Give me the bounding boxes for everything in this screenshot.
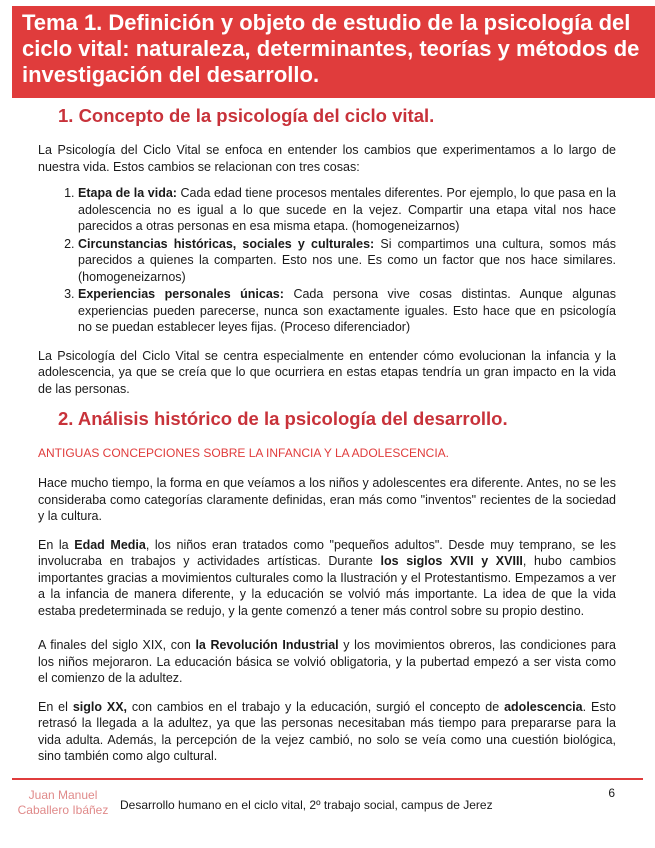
bold-run: adolescencia [504, 699, 583, 714]
list-item-bold: Etapa de la vida: [78, 186, 177, 200]
section-1-heading: 1. Concepto de la psicología del ciclo vital. [58, 105, 435, 126]
page-title-banner [12, 6, 655, 98]
document-body [38, 104, 616, 765]
section-2-heading: 2. Análisis histórico de la psicología del desarrollo. [58, 408, 508, 429]
list-item-text: Cada persona vive cosas distintas. Aunque algunas experiencias pueden parecerse, nunca son exactamente iguales. Esto hace que en psicología no se puedan establecer leyes fijas. (Proceso diferenciador) [78, 287, 616, 334]
history-paragraph-4 [38, 699, 616, 765]
list-item [78, 185, 616, 235]
section-1-intro: La Psicología del Ciclo Vital se enfoca en entender los cambios que experimentamos a lo largo de nuestra vida. Estos cambios se relacionan con tres cosas: [38, 143, 616, 174]
bold-run: la Revolución Industrial [195, 638, 339, 652]
text-run: y los movimientos obreros, las condiciones para los niños mejoraron. La educación básica se volvió obligatoria, y la pubertad empezó a ser vista como el comienzo de la adultez. [38, 638, 616, 685]
bold-run: siglo XX, [72, 699, 128, 714]
factors-list [38, 185, 616, 336]
bold-run: Edad Media [74, 537, 146, 552]
bold-run: los siglos XVII y XVIII [380, 554, 523, 568]
list-item [78, 236, 616, 286]
section-2-subheading: ANTIGUAS CONCEPCIONES SOBRE LA INFANCIA Y LA ADOLESCENCIA. [38, 446, 450, 460]
history-paragraph-1: Hace mucho tiempo, la forma en que veíamos a los niños y adolescentes era diferente. Antes, no se les consideraba como categorías claramente definidas, eran más como "inventos" recientes de la sociedad y la cultura. [38, 476, 616, 523]
list-item [78, 286, 616, 336]
footer-divider [12, 778, 643, 780]
text-run: En la [38, 537, 75, 552]
list-item-bold: Circunstancias históricas, sociales y culturales: [78, 236, 375, 251]
footer-author: Juan Manuel Caballero Ibáñez [17, 788, 109, 817]
page-title: Tema 1. Definición y objeto de estudio de la psicología del ciclo vital: naturaleza, determinantes, teorías y métodos de investigación del desarrollo. [22, 10, 640, 87]
text-run: . Esto retrasó la llegada a la adultez, ya que las personas necesitaban más tiempo para prepararse para la vida adulta. Además, la percepción de la vejez cambió, no solo se veía como una cuestión biológica, sino también como algo cultural. [38, 699, 616, 763]
page-number: 6 [608, 786, 615, 800]
text-run: , los niños eran tratados como "pequeños adultos". Desde muy temprano, se les involucraba en trabajos y actividades artísticas. Durante [38, 537, 616, 568]
list-item-text: Si compartimos una cultura, somos más parecidos a quienes la comparten. Esto nos une. Es como un factor que nos hace similares. (homogeneizarnos) [78, 236, 616, 284]
list-item-bold: Experiencias personales únicas: [78, 287, 284, 301]
text-run: A finales del siglo XIX, con [38, 638, 196, 652]
history-paragraph-2 [38, 537, 616, 620]
footer-course: Desarrollo humano en el ciclo vital, 2º trabajo social, campus de Jerez [120, 798, 493, 812]
section-1-closing: La Psicología del Ciclo Vital se centra especialmente en entender cómo evolucionan la infancia y la adolescencia, ya que se creía que lo que ocurriera en estas etapas tendría un gran impacto en la vida de las personas. [38, 348, 616, 396]
text-run: con cambios en el trabajo y la educación, surgió el concepto de [127, 699, 505, 714]
text-run: En el [38, 699, 73, 714]
history-paragraph-3 [38, 637, 616, 687]
list-item-text: Cada edad tiene procesos mentales diferentes. Por ejemplo, lo que pasa en la adolescencia no es igual a lo que sucede en la vejez. Compartir una etapa vital nos hace parecidos a otras personas en esa misma etapa. (homogeneizarnos) [78, 186, 616, 233]
text-run: , hubo cambios importantes gracias a movimientos culturales como la Ilustración y el Protestantismo. Empezamos a ver a la infancia de manera diferente, y la educación se volvió más importante. La idea de que la vida estaba predeterminada se redujo, y la gente comenzó a tener más control sobre su propio destino. [38, 554, 616, 618]
